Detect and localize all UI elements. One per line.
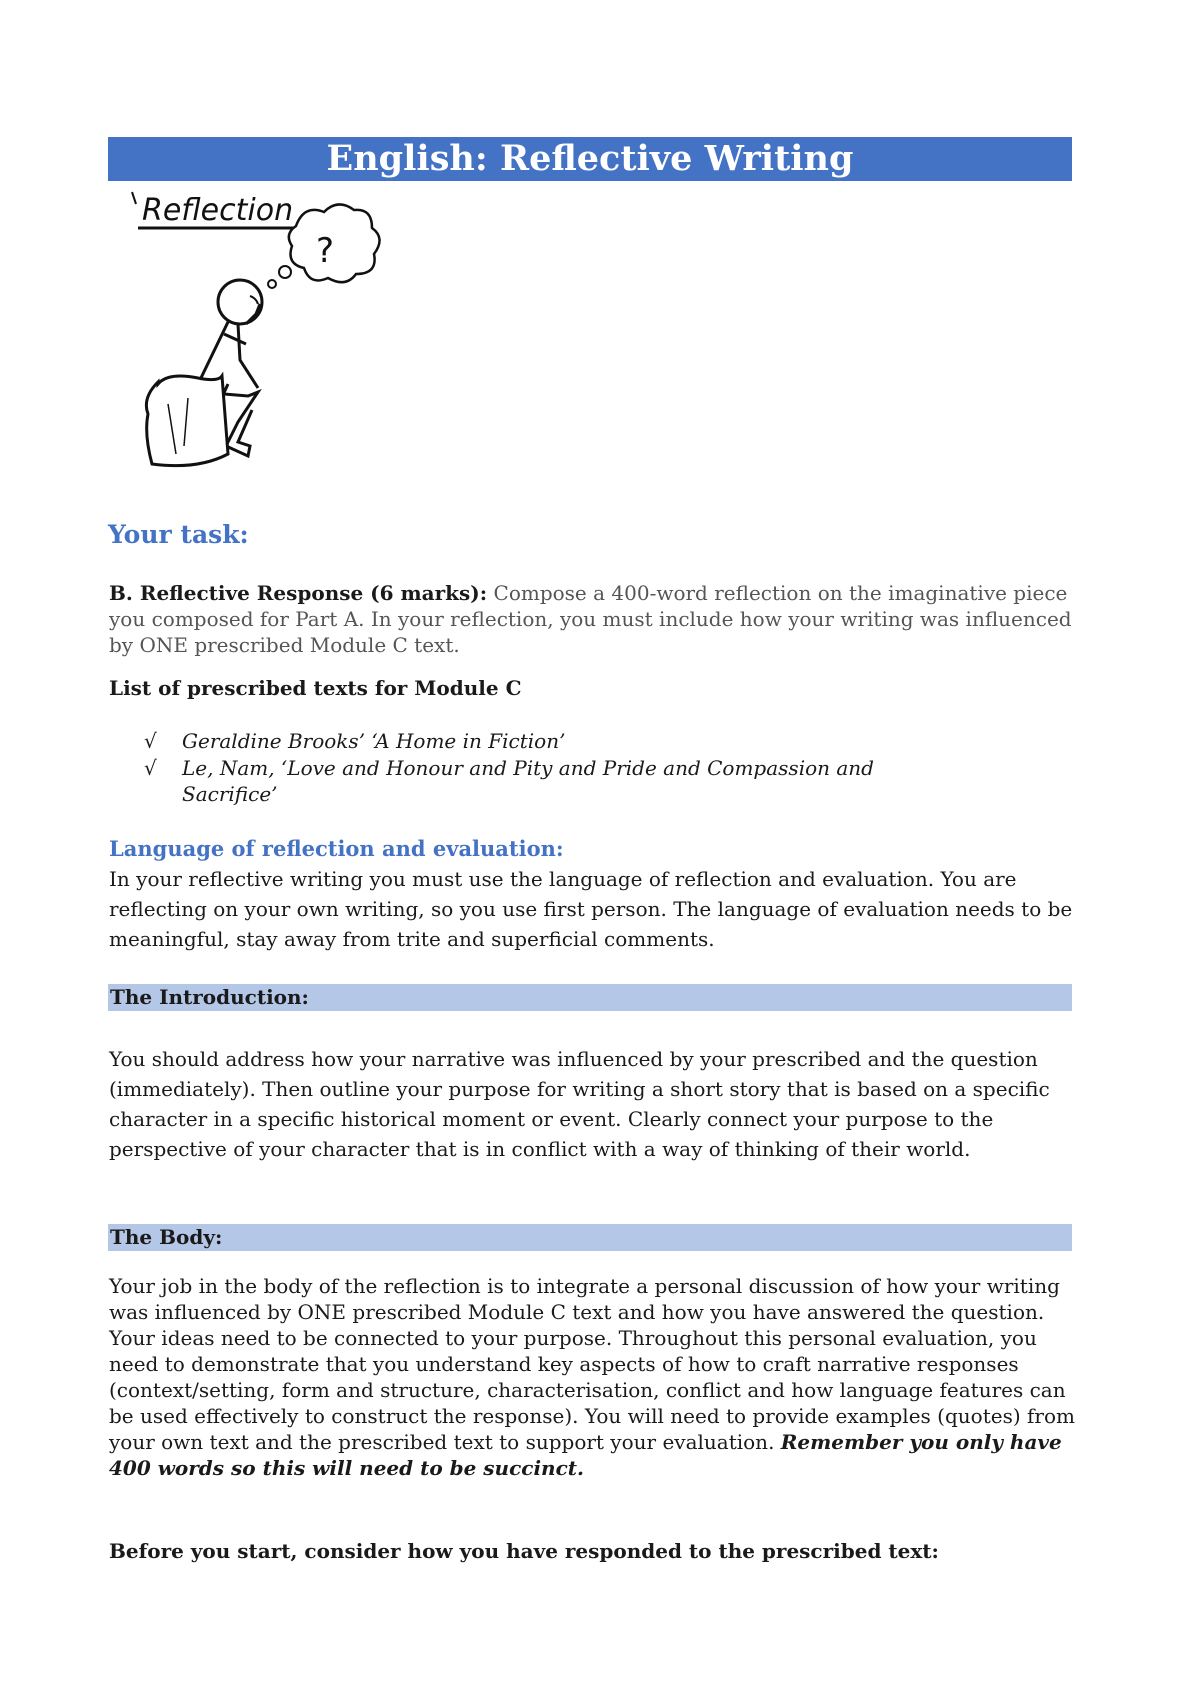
body-heading: The Body: — [108, 1224, 1072, 1251]
page-title: English: Reflective Writing — [108, 137, 1072, 181]
list-item — [144, 728, 1044, 754]
body-text: Your job in the body of the reflection is to integrate a personal discussion of how your writing was influenced by ONE prescribed Module C text and how you have answered the question. Your ideas need to be connected to your purpose. Throughout this personal evaluation, you need to demonstrate that you understand key aspects of how to craft narrative responses (context/setting, form and structure, characterisation, conflict and how language features can be used effectively to construct the response). You will need to provide examples (quotes) from your own text and the prescribed text to support your evaluation. — [109, 1274, 1075, 1454]
body-paragraph — [109, 1273, 1084, 1481]
prescribed-texts-heading: List of prescribed texts for Module C — [109, 676, 522, 700]
task-heading: Your task: — [108, 520, 249, 549]
reflective-response-paragraph — [109, 580, 1084, 658]
language-paragraph: In your reflective writing you must use the language of reflection and evaluation. You are reflecting on your own writing, so you use first person. The language of evaluation needs to be meaningful, stay away from trite and superficial comments. — [109, 867, 1073, 951]
introduction-paragraph: You should address how your narrative was influenced by your prescribed and the question (immediately). Then outline your purpose for writing a short story that is based on a specific character in a specific historical moment or event. Clearly connect your purpose to the perspective of your character that is in conflict with a way of thinking of their world. — [109, 1047, 1050, 1161]
prescribed-text-title: Geraldine Brooks’ ‘A Home in Fiction’ — [182, 729, 566, 753]
introduction-heading: The Introduction: — [108, 984, 1072, 1011]
list-item — [144, 755, 1044, 807]
word-limit-reminder: Remember you only have 400 words so this will need to be succinct. — [109, 1430, 1062, 1480]
language-heading: Language of reflection and evaluation: — [109, 836, 564, 861]
reflective-response-label: B. Reflective Response (6 marks): — [109, 581, 488, 605]
reflection-thinker-illustration — [128, 184, 408, 476]
reflective-response-text: Compose a 400-word reflection on the imaginative piece you composed for Part A. In your reflection, you must include how your writing was influenced by ONE prescribed Module C text. — [109, 581, 1072, 657]
checkmark-icon: √ — [144, 729, 157, 753]
checkmark-icon: √ — [144, 756, 157, 780]
prescribed-text-title: Le, Nam, ‘Love and Honour and Pity and Pride and Compassion and Sacrifice’ — [182, 756, 874, 806]
before-start-prompt: Before you start, consider how you have responded to the prescribed text: — [109, 1539, 939, 1563]
illustration-caption: Reflection — [142, 193, 294, 228]
svg-text:?: ? — [316, 231, 335, 271]
